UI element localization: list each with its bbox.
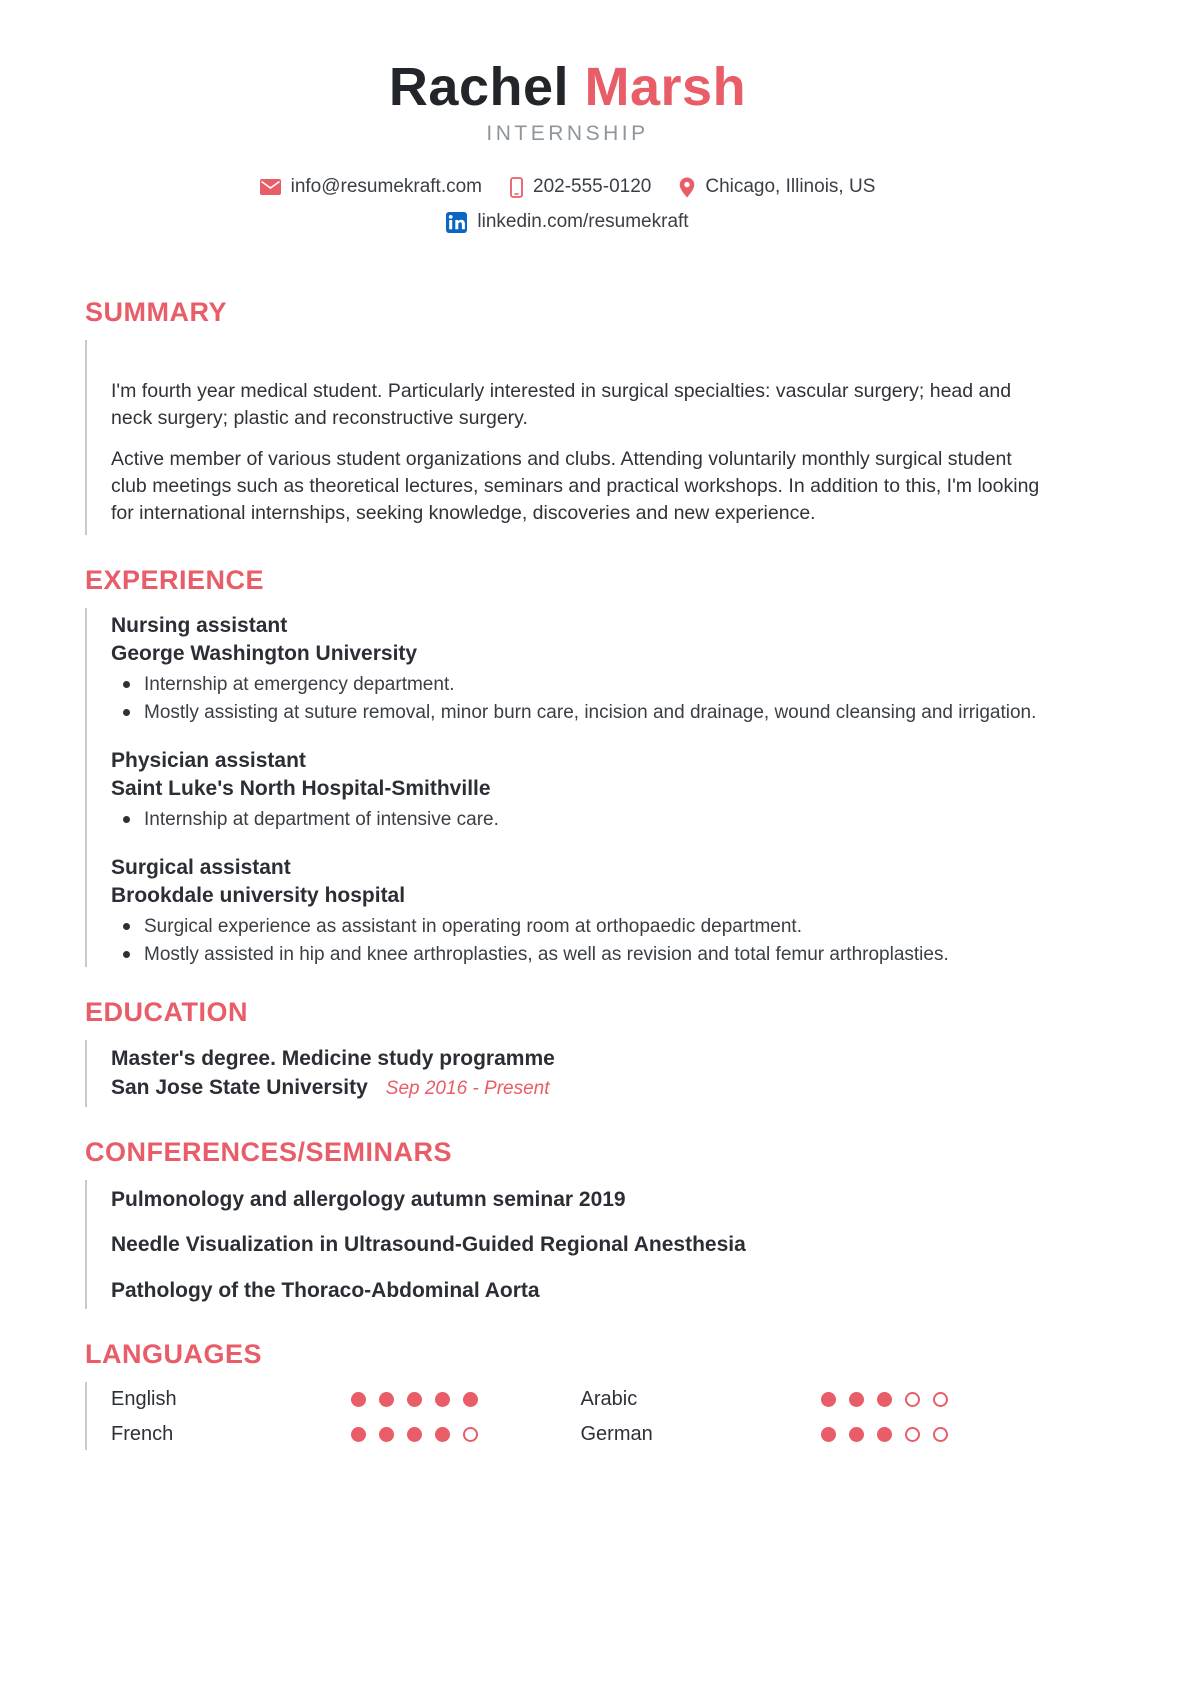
education-dates: Sep 2016 - Present (385, 1078, 550, 1100)
level-dot (849, 1427, 864, 1442)
mail-icon (260, 179, 281, 195)
summary-heading: SUMMARY (85, 297, 227, 328)
contact-phone (510, 176, 651, 198)
candidate-first-name: Rachel (388, 57, 570, 117)
level-dot (379, 1427, 394, 1442)
experience-heading: EXPERIENCE (85, 564, 265, 595)
job-title: Physician assistant (111, 748, 306, 772)
level-dot (435, 1427, 450, 1442)
experience-job (111, 747, 1050, 832)
job-organization: Saint Luke's North Hospital-Smithville (111, 776, 491, 800)
language-item (581, 1388, 1051, 1411)
language-name: German (580, 1423, 653, 1446)
job-bullet: Mostly assisting at suture removal, minor burn care, incision and drainage, wound cleansing and irrigation. (111, 700, 1050, 725)
candidate-last-name: Marsh (584, 57, 747, 117)
level-dot (351, 1392, 366, 1407)
contact-row-secondary (85, 211, 1050, 233)
resume-header (85, 56, 1050, 233)
conference-item: Pathology of the Thoraco-Abdominal Aorta (111, 1278, 540, 1302)
language-level-dots (351, 1392, 478, 1407)
level-dot (849, 1392, 864, 1407)
job-organization: George Washington University (111, 641, 418, 665)
role-title: INTERNSHIP (486, 122, 649, 146)
level-dot (821, 1427, 836, 1442)
language-item (581, 1423, 1051, 1446)
summary-paragraph: I'm fourth year medical student. Particularly interested in surgical specialties: vascular surgery; head and neck surgery; plastic and reconstructive surgery. (111, 380, 1012, 430)
contact-linkedin-text: linkedin.com/resumekraft (477, 211, 689, 233)
language-level-dots (821, 1427, 948, 1442)
language-name: Arabic (580, 1388, 638, 1411)
location-pin-icon (679, 177, 695, 198)
phone-icon (510, 177, 523, 198)
contact-phone-text: 202-555-0120 (533, 176, 652, 198)
section-education (85, 995, 1050, 1107)
education-degree: Master's degree. Medicine study programme (111, 1046, 555, 1070)
job-title: Nursing assistant (111, 613, 288, 637)
conferences-body (85, 1180, 1050, 1309)
conferences-heading: CONFERENCES/SEMINARS (85, 1136, 453, 1167)
education-school-line (111, 1073, 1050, 1103)
job-bullet: Surgical experience as assistant in operating room at orthopaedic department. (111, 914, 1050, 939)
contact-row-primary (85, 176, 1050, 198)
job-bullet: Mostly assisted in hip and knee arthroplasties, as well as revision and total femur arthroplasties. (111, 942, 1050, 967)
level-dot (821, 1392, 836, 1407)
job-title: Surgical assistant (111, 855, 291, 879)
level-dot (933, 1392, 948, 1407)
summary-paragraph: Active member of various student organizations and clubs. Attending voluntarily monthly surgical student club meetings such as theoretical lectures, seminars and practical workshops. In addition to this, I'm looking for international internships, seeking knowledge, discoveries and new experience. (111, 448, 1040, 524)
job-bullet-list (111, 914, 1050, 967)
job-bullet: Internship at department of intensive care. (111, 807, 1050, 832)
contact-location (679, 176, 875, 198)
job-organization: Brookdale university hospital (111, 883, 406, 907)
language-level-dots (351, 1427, 478, 1442)
level-dot (351, 1427, 366, 1442)
level-dot (905, 1392, 920, 1407)
job-bullet-list (111, 807, 1050, 832)
contact-location-text: Chicago, Illinois, US (705, 176, 876, 198)
section-experience (85, 563, 1050, 967)
language-item (111, 1388, 581, 1411)
conference-item: Pulmonology and allergology autumn seminar 2019 (111, 1187, 626, 1211)
level-dot (877, 1427, 892, 1442)
contact-email-text: info@resumekraft.com (290, 176, 483, 198)
level-dot (407, 1427, 422, 1442)
section-summary (85, 295, 1050, 535)
language-item (111, 1423, 581, 1446)
language-name: French (111, 1423, 174, 1446)
language-name: English (111, 1388, 177, 1411)
linkedin-icon (446, 212, 467, 233)
summary-body (85, 340, 1050, 535)
job-bullet: Internship at emergency department. (111, 672, 1050, 697)
section-languages (85, 1337, 1050, 1450)
level-dot (877, 1392, 892, 1407)
contact-email (260, 176, 482, 198)
education-body (85, 1040, 1050, 1107)
experience-body (85, 608, 1050, 967)
job-bullet-list (111, 672, 1050, 725)
level-dot (407, 1392, 422, 1407)
contact-linkedin (446, 211, 688, 233)
experience-job (111, 854, 1050, 967)
languages-grid (111, 1388, 1050, 1446)
level-dot (463, 1392, 478, 1407)
experience-job (111, 612, 1050, 725)
level-dot (905, 1427, 920, 1442)
languages-body (85, 1382, 1050, 1450)
level-dot (379, 1392, 394, 1407)
languages-heading: LANGUAGES (85, 1338, 263, 1369)
section-conferences (85, 1135, 1050, 1309)
education-heading: EDUCATION (85, 996, 248, 1027)
education-school: San Jose State University (111, 1076, 368, 1100)
level-dot (463, 1427, 478, 1442)
candidate-name (85, 56, 1050, 118)
level-dot (933, 1427, 948, 1442)
conference-item: Needle Visualization in Ultrasound-Guided Regional Anesthesia (111, 1233, 746, 1257)
level-dot (435, 1392, 450, 1407)
language-level-dots (821, 1392, 948, 1407)
